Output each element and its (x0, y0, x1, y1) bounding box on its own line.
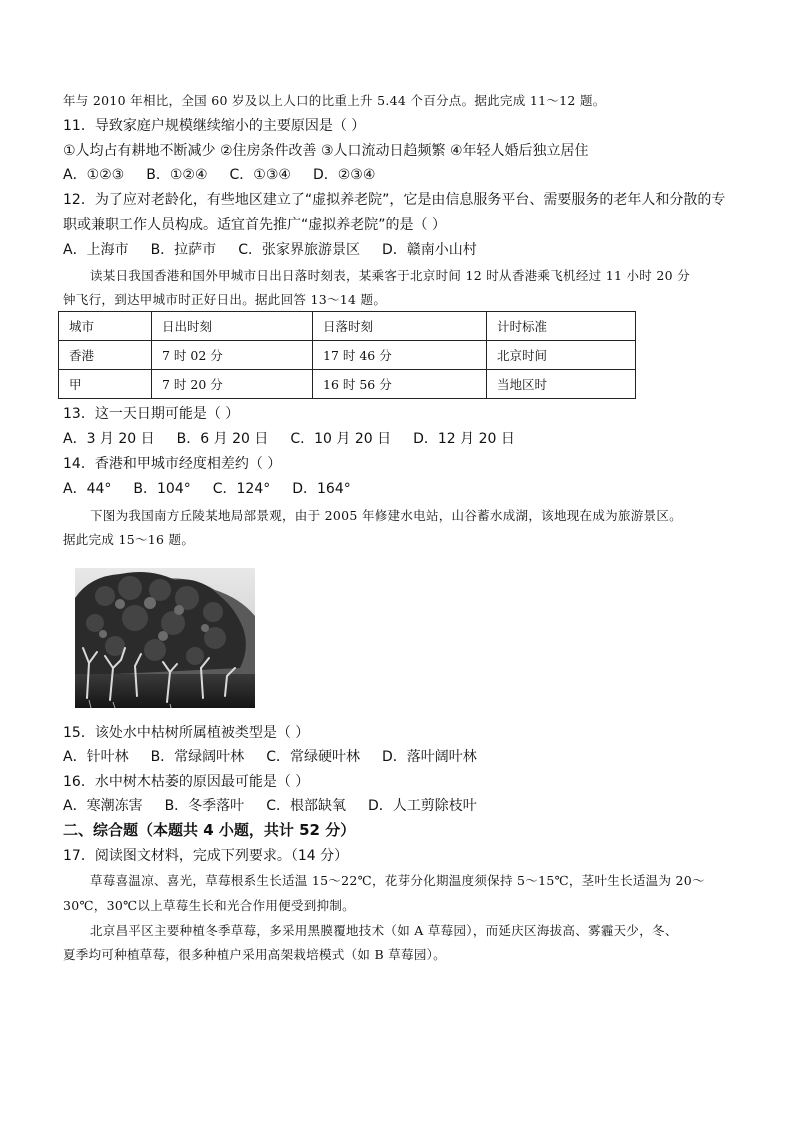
option-c[interactable]: C．根部缺氧 (266, 798, 346, 814)
option-d[interactable]: D．人工剪除枝叶 (367, 798, 477, 814)
table-header-row (59, 312, 636, 341)
intro-15-line1: 下图为我国南方丘陵某地局部景观，由于 2005 年修建水电站，山谷蓄水成湖，该地现在成为旅游景区。 (90, 508, 682, 523)
section-title: 二、综合题（本题共 4 小题，共计 52 分） (63, 821, 356, 839)
option-d[interactable]: D．落叶阔叶林 (381, 749, 477, 765)
option-c[interactable]: C．10 月 20 日 (290, 431, 392, 447)
question-13-stem: 13．这一天日期可能是（ ） (63, 406, 240, 422)
table-cell: 北京时间 (487, 341, 636, 370)
question-14-stem: 14．香港和甲城市经度相差约（ ） (63, 456, 282, 472)
table-header-cell: 日出时刻 (152, 312, 313, 341)
option-a[interactable]: A．针叶林 (63, 749, 129, 765)
table-cell: 当地区时 (487, 370, 636, 399)
intro-13-line2: 钟飞行，到达甲城市时正好日出。据此回答 13～14 题。 (63, 292, 387, 307)
question-12-stem-line1: 12．为了应对老龄化，有些地区建立了“虚拟养老院”，它是由信息服务平台、需要服务的老年人和分散的专 (63, 192, 726, 208)
option-c[interactable]: C．①③④ (229, 167, 291, 183)
option-b[interactable]: B．104° (133, 481, 191, 497)
question-15-options (63, 748, 477, 766)
option-d[interactable]: D．12 月 20 日 (413, 431, 515, 447)
option-a[interactable]: A．44° (63, 481, 112, 497)
option-b[interactable]: B．6 月 20 日 (176, 431, 269, 447)
option-b[interactable]: B．常绿阔叶林 (150, 749, 245, 765)
option-a[interactable]: A．①②③ (63, 167, 125, 183)
option-c[interactable]: C．常绿硬叶林 (266, 749, 360, 765)
option-a[interactable]: A．上海市 (63, 242, 129, 258)
option-d[interactable]: D．164° (292, 481, 351, 497)
table-cell: 香港 (59, 341, 152, 370)
table-header-cell: 日落时刻 (313, 312, 487, 341)
question-16-options (63, 797, 477, 815)
question-11-stem: 11．导致家庭户规模继续缩小的主要原因是（ ） (63, 118, 366, 134)
sunrise-sunset-table (58, 311, 636, 399)
option-d[interactable]: D．赣南小山村 (381, 242, 477, 258)
dead-trees-lake-photo (75, 568, 255, 708)
question-11-statements: ①人均占有耕地不断减少 ②住房条件改善 ③人口流动日趋频繁 ④年轻人婚后独立居住 (63, 143, 589, 159)
question-15-stem: 15．该处水中枯树所属植被类型是（ ） (63, 725, 310, 741)
question-17-para2-line2: 夏季均可种植草莓，很多种植户采用高架栽培模式（如 B 草莓园）。 (63, 947, 446, 962)
option-b[interactable]: B．①②④ (146, 167, 208, 183)
option-a[interactable]: A．寒潮冻害 (63, 798, 143, 814)
table-cell: 17 时 46 分 (313, 341, 487, 370)
option-b[interactable]: B．冬季落叶 (164, 798, 245, 814)
intro-15-line2: 据此完成 15～16 题。 (63, 532, 195, 547)
intro-text: 年与 2010 年相比，全国 60 岁及以上人口的比重上升 5.44 个百分点。据此完成 11～12 题。 (63, 93, 606, 108)
question-17-stem: 17．阅读图文材料，完成下列要求。（14 分） (63, 848, 349, 864)
table-header-cell: 计时标准 (487, 312, 636, 341)
table-row (59, 341, 636, 370)
option-a[interactable]: A．3 月 20 日 (63, 431, 155, 447)
table-cell: 7 时 20 分 (152, 370, 313, 399)
question-11-options (63, 166, 375, 184)
table-cell: 16 时 56 分 (313, 370, 487, 399)
question-13-options (63, 430, 515, 448)
option-b[interactable]: B．拉萨市 (150, 242, 217, 258)
option-c[interactable]: C．张家界旅游景区 (238, 242, 360, 258)
table-row (59, 370, 636, 399)
table-cell: 甲 (59, 370, 152, 399)
table-cell: 7 时 02 分 (152, 341, 313, 370)
question-17-para1-line1: 草莓喜温凉、喜光，草莓根系生长适温 15～22℃，花芽分化期温度须保持 5～15℃，茎叶生长适温为 20～ (90, 873, 705, 888)
question-12-stem-line2: 职或兼职工作人员构成。适宜首先推广“虚拟养老院”的是（ ） (63, 217, 446, 233)
table-header-cell: 城市 (59, 312, 152, 341)
question-16-stem: 16．水中树木枯萎的原因最可能是（ ） (63, 774, 310, 790)
option-c[interactable]: C．124° (212, 481, 271, 497)
question-17-para1-line2: 30℃，30℃以上草莓生长和光合作用便受到抑制。 (63, 898, 355, 913)
option-d[interactable]: D．②③④ (312, 167, 376, 183)
question-17-para2-line1: 北京昌平区主要种植冬季草莓，多采用黑膜覆地技术（如 A 草莓园），而延庆区海拔高、雾霾天少，冬、 (90, 923, 678, 938)
intro-13-line1: 读某日我国香港和国外甲城市日出日落时刻表，某乘客于北京时间 12 时从香港乘飞机经过 11 小时 20 分 (90, 268, 690, 283)
question-14-options (63, 480, 351, 498)
question-12-options (63, 241, 477, 259)
